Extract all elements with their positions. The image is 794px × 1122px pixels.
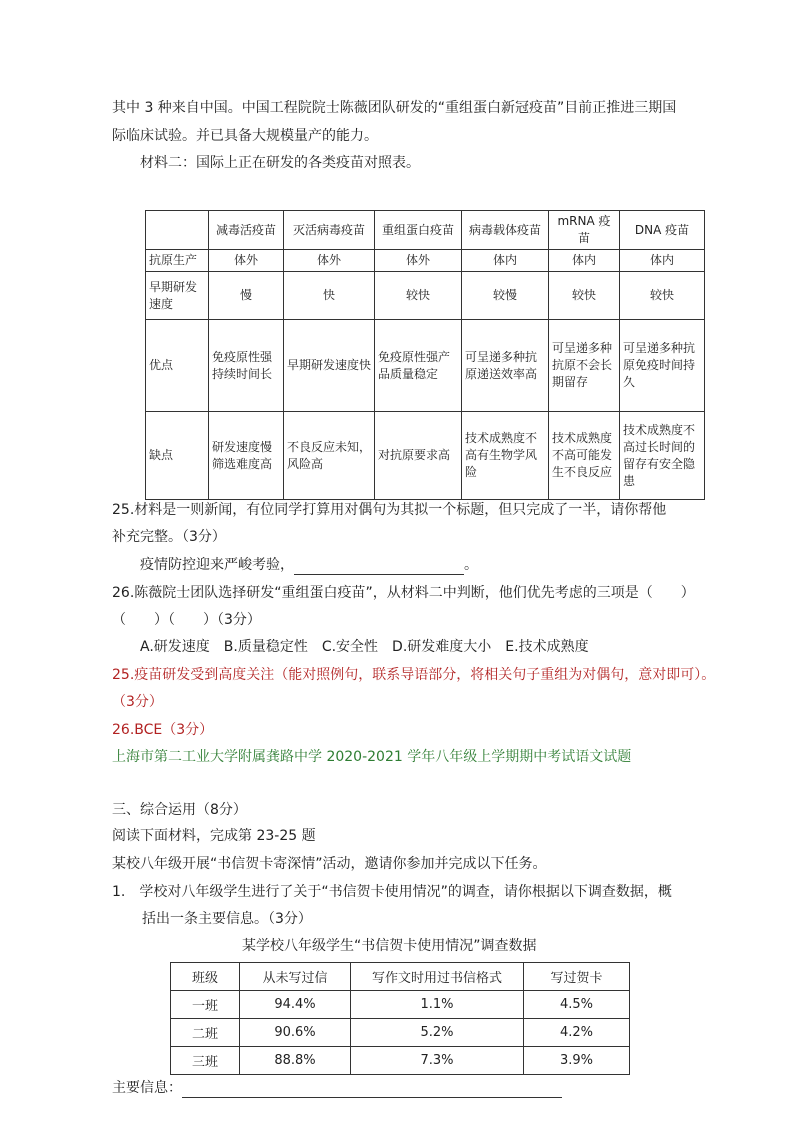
- source-title: 上海市第二工业大学附属龚路中学 2020-2021 学年八年级上学期期中考试语文试题: [112, 749, 632, 765]
- table-cell: 可呈递多种抗原免疫时间持久: [620, 320, 705, 412]
- survey-table-caption: 某学校八年级学生“书信贺卡使用情况”调查数据: [242, 938, 537, 954]
- table-cell: 研发速度慢筛选难度高: [209, 412, 284, 500]
- table-cell: 技术成熟度不高可能发生不良反应: [549, 412, 620, 500]
- fill-prompt: 疫情防控迎来严峻考验，: [140, 557, 294, 573]
- table-cell: 94.4%: [240, 991, 351, 1019]
- intro-line-2: 际临床试验。并已具备大规模量产的能力。: [112, 128, 378, 144]
- table-header-cell: DNA 疫苗: [620, 211, 705, 250]
- table-cell: 快: [284, 272, 375, 320]
- table-cell: 5.2%: [351, 1019, 524, 1047]
- answer-25: 25.疫苗研发受到高度关注（能对照例句，联系导语部分，将相关句子重组为对偶句，意对即可）。: [112, 667, 716, 683]
- question-26-options: A.研发速度 B.质量稳定性 C.安全性 D.研发难度大小 E.技术成熟度: [140, 639, 589, 655]
- table-cell: 较快: [620, 272, 705, 320]
- table-cell: 可呈递多种抗原不会长期留存: [549, 320, 620, 412]
- table-cell: 4.2%: [524, 1019, 630, 1047]
- question-1-text-cont: 括出一条主要信息。（3分）: [142, 911, 312, 927]
- row-label: 优点: [146, 320, 209, 412]
- row-label: 缺点: [146, 412, 209, 500]
- table-cell: 体内: [620, 250, 705, 272]
- question-25-fill: 疫情防控迎来严峻考验， 。: [140, 557, 478, 573]
- table-row: [171, 1019, 630, 1047]
- table-cell: 早期研发速度快: [284, 320, 375, 412]
- table-cell: 88.8%: [240, 1047, 351, 1075]
- table-header-cell: 从未写过信: [240, 963, 351, 991]
- answer-26: 26.BCE（3分）: [112, 722, 214, 738]
- table-header-cell: 重组蛋白疫苗: [375, 211, 462, 250]
- table-row: [171, 963, 630, 991]
- survey-table: [170, 962, 630, 1075]
- table-cell: 1.1%: [351, 991, 524, 1019]
- question-26-text: 26.陈薇院士团队选择研发“重组蛋白疫苗”，从材料二中判断，他们优先考虑的三项是（ ）: [112, 585, 695, 601]
- table-cell: 二班: [171, 1019, 240, 1047]
- table-cell: 体外: [209, 250, 284, 272]
- table-header-cell: mRNA 疫苗: [549, 211, 620, 250]
- material-two-heading: 材料二：国际上正在研发的各类疫苗对照表。: [140, 155, 420, 171]
- table-cell: 较快: [549, 272, 620, 320]
- table-cell: 90.6%: [240, 1019, 351, 1047]
- table-cell: 三班: [171, 1047, 240, 1075]
- table-cell: 较慢: [462, 272, 549, 320]
- table-row: [146, 272, 705, 320]
- table-header-cell: 减毒活疫苗: [209, 211, 284, 250]
- table-cell: 技术成熟度不高有生物学风险: [462, 412, 549, 500]
- table-cell: 体内: [462, 250, 549, 272]
- table-cell: 一班: [171, 991, 240, 1019]
- question-26-text-cont: （ ）（ ）（3分）: [112, 612, 261, 628]
- row-label: 早期研发速度: [146, 272, 209, 320]
- table-cell: 免疫原性强持续时间长: [209, 320, 284, 412]
- table-cell: 对抗原要求高: [375, 412, 462, 500]
- table-row: [146, 211, 705, 250]
- question-25-text-cont: 补充完整。（3分）: [112, 529, 226, 545]
- table-header-cell: 病毒载体疫苗: [462, 211, 549, 250]
- main-info-blank[interactable]: [182, 1081, 562, 1098]
- table-row: [146, 250, 705, 272]
- table-cell: 体外: [284, 250, 375, 272]
- table-header-cell: 灭活病毒疫苗: [284, 211, 375, 250]
- table-row: [146, 412, 705, 500]
- table-row: [171, 1047, 630, 1075]
- table-row: [171, 991, 630, 1019]
- section-3-title: 三、综合运用（8分）: [112, 802, 247, 818]
- main-info-row: [112, 1078, 562, 1098]
- section-3-line-2: 某校八年级开展“书信贺卡寄深情”活动，邀请你参加并完成以下任务。: [112, 856, 547, 872]
- vaccine-comparison-table: [145, 210, 705, 500]
- table-cell: 慢: [209, 272, 284, 320]
- question-1-text: 1. 学校对八年级学生进行了关于“书信贺卡使用情况”的调查，请你根据以下调查数据，概: [112, 884, 672, 900]
- table-cell: 不良反应未知，风险高: [284, 412, 375, 500]
- table-cell: 3.9%: [524, 1047, 630, 1075]
- table-cell: 技术成熟度不高过长时间的留存有安全隐患: [620, 412, 705, 500]
- table-cell: 4.5%: [524, 991, 630, 1019]
- table-cell: 较快: [375, 272, 462, 320]
- answer-25-cont: （3分）: [112, 694, 163, 710]
- table-cell: 免疫原性强产品质量稳定: [375, 320, 462, 412]
- table-cell: 体内: [549, 250, 620, 272]
- main-info-label: 主要信息：: [112, 1080, 182, 1096]
- table-header-cell: 写作文时用过书信格式: [351, 963, 524, 991]
- section-3-line-1: 阅读下面材料，完成第 23-25 题: [112, 828, 316, 844]
- table-header-cell: 写过贺卡: [524, 963, 630, 991]
- table-corner-cell: [146, 211, 209, 250]
- table-cell: 7.3%: [351, 1047, 524, 1075]
- row-label: 抗原生产: [146, 250, 209, 272]
- answer-blank[interactable]: [294, 558, 464, 575]
- intro-line-1: 其中 3 种来自中国。中国工程院院士陈薇团队研发的“重组蛋白新冠疫苗”目前正推进三期国: [112, 100, 677, 116]
- table-cell: 可呈递多种抗原递送效率高: [462, 320, 549, 412]
- table-header-cell: 班级: [171, 963, 240, 991]
- table-cell: 体外: [375, 250, 462, 272]
- table-row: [146, 320, 705, 412]
- question-25-text: 25.材料是一则新闻，有位同学打算用对偶句为其拟一个标题，但只完成了一半，请你帮他: [112, 502, 667, 518]
